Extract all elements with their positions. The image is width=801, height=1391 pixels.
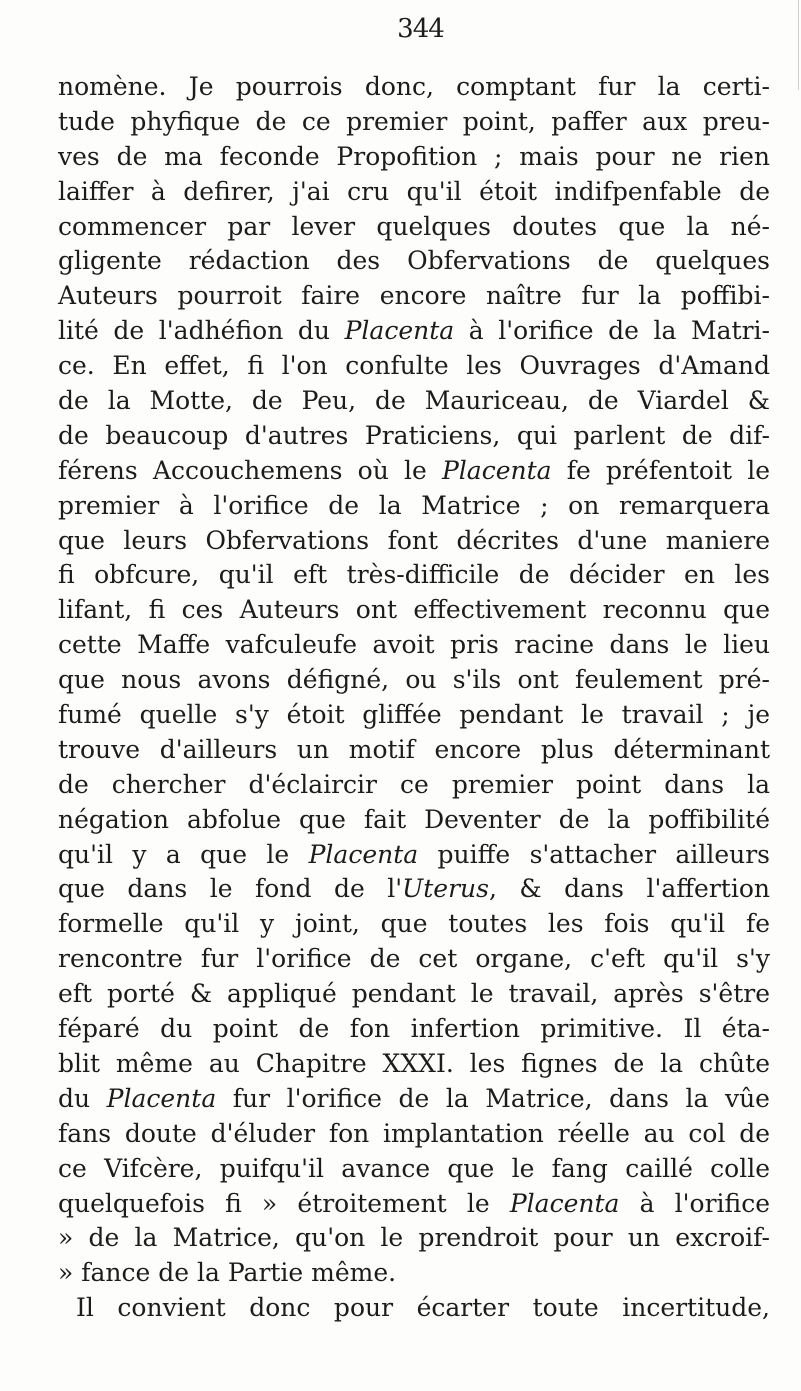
text-line: premier à l'orifice de la Matrice ; on remarquera [58, 490, 770, 520]
italic-term: Placenta [441, 455, 552, 485]
italic-term: Uterus [402, 874, 489, 904]
text-line: que nous avons défigné, ou s'ils ont feulement pré- [58, 665, 770, 695]
text-line: féparé du point de fon infertion primitive. Il éta- [58, 1014, 770, 1044]
text-line: tude phyfique de ce premier point, paffer aux preu- [58, 106, 770, 136]
text-line: que leurs Obfervations font décrites d'une maniere [58, 525, 770, 555]
text-line: fi obfcure, qu'il eft très-difficile de décider en les [58, 560, 770, 590]
italic-term: Placenta [106, 1083, 217, 1113]
text-line: ce Vifcère, puifqu'il avance que le fang caillé colle [58, 1153, 770, 1183]
text-line: ce. En effet, fi l'on confulte les Ouvrages d'Amand [58, 351, 770, 381]
text-line: que dans le fond de l'Uterus, & dans l'affertion [58, 874, 770, 904]
text-line: commencer par lever quelques doutes que la né- [58, 211, 770, 241]
text-line: eft porté & appliqué pendant le travail, après s'être [58, 979, 770, 1009]
text-line: Il convient donc pour écarter toute incertitude, [76, 1293, 770, 1323]
text-line: blit même au Chapitre XXXI. les fignes de la chûte [58, 1048, 770, 1078]
text-line: rencontre fur l'orifice de cet organe, c'eft qu'il s'y [58, 944, 770, 974]
text-line: cette Maffe vafculeufe avoit pris racine dans le lieu [58, 630, 770, 660]
italic-term: Placenta [344, 316, 455, 346]
text-line: quelquefois fi » étroitement le Placenta à l'orifice [58, 1188, 770, 1218]
text-line: lité de l'adhéfion du Placenta à l'orifice de la Matri- [58, 316, 770, 346]
text-line: fans doute d'éluder fon implantation réelle au col de [58, 1118, 770, 1148]
text-line: trouve d'ailleurs un motif encore plus déterminant [58, 734, 770, 764]
text-line: formelle qu'il y joint, que toutes les fois qu'il fe [58, 909, 770, 939]
text-line: fumé quelle s'y étoit gliffée pendant le travail ; je [58, 700, 770, 730]
text-line: lifant, fi ces Auteurs ont effectivement reconnu que [58, 595, 770, 625]
italic-term: Placenta [308, 839, 419, 869]
italic-term: Placenta [509, 1188, 620, 1218]
text-line: » de la Matrice, qu'on le prendroit pour un excroif- [58, 1223, 770, 1253]
text-line: de la Motte, de Peu, de Mauriceau, de Viardel & [58, 386, 770, 416]
body-text [58, 70, 770, 1326]
text-line: » fance de la Partie même. [58, 1258, 397, 1288]
text-line: Auteurs pourroit faire encore naître fur la poffibi- [58, 281, 770, 311]
text-line: ves de ma feconde Propofition ; mais pour ne rien [58, 141, 770, 171]
text-line: négation abfolue que fait Deventer de la poffibilité [58, 804, 770, 834]
page-number: 344 [397, 14, 444, 44]
text-line: de beaucoup d'autres Praticiens, qui parlent de dif- [58, 420, 770, 450]
text-line: laiffer à defirer, j'ai cru qu'il étoit indifpenfable de [58, 176, 770, 206]
text-line: férens Accouchemens où le Placenta fe préfentoit le [58, 455, 770, 485]
text-line: gligente rédaction des Obfervations de quelques [58, 246, 770, 276]
text-line: nomène. Je pourrois donc, comptant fur la certi- [58, 72, 770, 101]
text-line: de chercher d'éclaircir ce premier point dans la [58, 769, 770, 799]
text-line: qu'il y a que le Placenta puiffe s'attacher ailleurs [58, 839, 770, 869]
text-line: du Placenta fur l'orifice de la Matrice, dans la vûe [58, 1083, 770, 1113]
